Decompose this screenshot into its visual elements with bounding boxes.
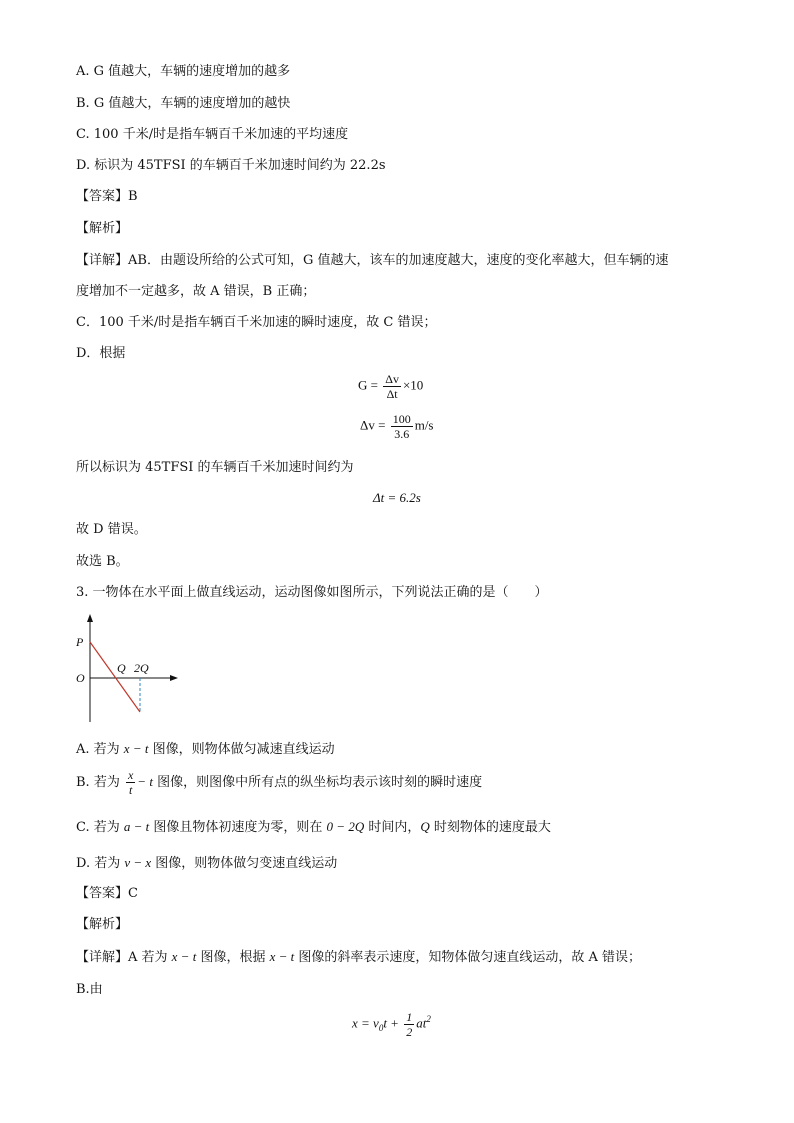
equation-kinematics: $x = v_0t$ + $\frac{1}{2}$ $at^2$ — [352, 1010, 431, 1039]
q3-stem: 3. 一物体在水平面上做直线运动，运动图像如图所示，下列说法正确的是（ ） — [76, 585, 548, 600]
q3-option-d: D. 若为 v − x 图像，则物体做匀变速直线运动 — [76, 855, 338, 871]
q3-detail-a: 【详解】A 若为 x − t 图像，根据 x − t 图像的斜率表示速度，知物体做匀速直线运动，故 A 错误； — [76, 949, 642, 965]
label-2q: 2Q — [134, 661, 149, 675]
y-axis-arrow — [87, 614, 93, 622]
motion-graph — [70, 612, 190, 728]
equation-g: G = $\frac{\Delta v}{\Delta t}$ ×10 — [358, 372, 424, 401]
q2-detail-so: 所以标识为 45TFSI 的车辆百千米加速时间约为 — [76, 460, 354, 475]
q3-option-b: B. 若为 $\frac{x}{t}$ − t 图像，则图像中所有点的纵坐标均表示该时刻的瞬时速度 — [76, 768, 483, 797]
x-axis-arrow — [170, 675, 178, 681]
q3-option-c: C. 若为 a − t 图像且物体初速度为零，则在 0 − 2Q 时间内，Q 时刻物体的速度最大 — [76, 819, 551, 835]
q2-analysis-label: 【解析】 — [76, 221, 129, 236]
q2-answer: 【答案】B — [76, 189, 138, 204]
q2-option-a: A. G 值越大，车辆的速度增加的越多 — [76, 64, 291, 79]
q2-detail-d-wrong: 故 D 错误。 — [76, 522, 147, 537]
q2-option-b: B. G 值越大，车辆的速度增加的越快 — [76, 96, 291, 111]
label-p: P — [76, 635, 84, 649]
q2-detail-1: 【详解】AB．由题设所给的公式可知，G 值越大，该车的加速度越大，速度的变化率越大，但车辆的速 — [76, 253, 669, 268]
q3-detail-b: B.由 — [76, 982, 103, 997]
q2-detail-d: D．根据 — [76, 346, 126, 361]
q2-option-c: C. 100 千米/时是指车辆百千米加速的平均速度 — [76, 127, 349, 142]
equation-delta-t: Δt = 6.2s — [373, 490, 421, 505]
label-q: Q — [117, 661, 126, 675]
q2-option-d: D. 标识为 45TFSI 的车辆百千米加速时间约为 22.2s — [76, 158, 386, 173]
graph-line — [90, 642, 140, 712]
q3-option-a: A. 若为 x − t 图像，则物体做匀减速直线运动 — [76, 741, 335, 757]
q3-answer: 【答案】C — [76, 886, 138, 901]
label-o: O — [76, 671, 85, 685]
q3-analysis-label: 【解析】 — [76, 917, 129, 932]
equation-delta-v: Δv = $\frac{100}{3.6}$ m/s — [360, 412, 434, 441]
q2-detail-c: C．100 千米/时是指车辆百千米加速的瞬时速度，故 C 错误； — [76, 315, 437, 330]
q2-detail-2: 度增加不一定越多，故 A 错误，B 正确； — [76, 284, 316, 299]
q2-choose: 故选 B。 — [76, 554, 129, 569]
